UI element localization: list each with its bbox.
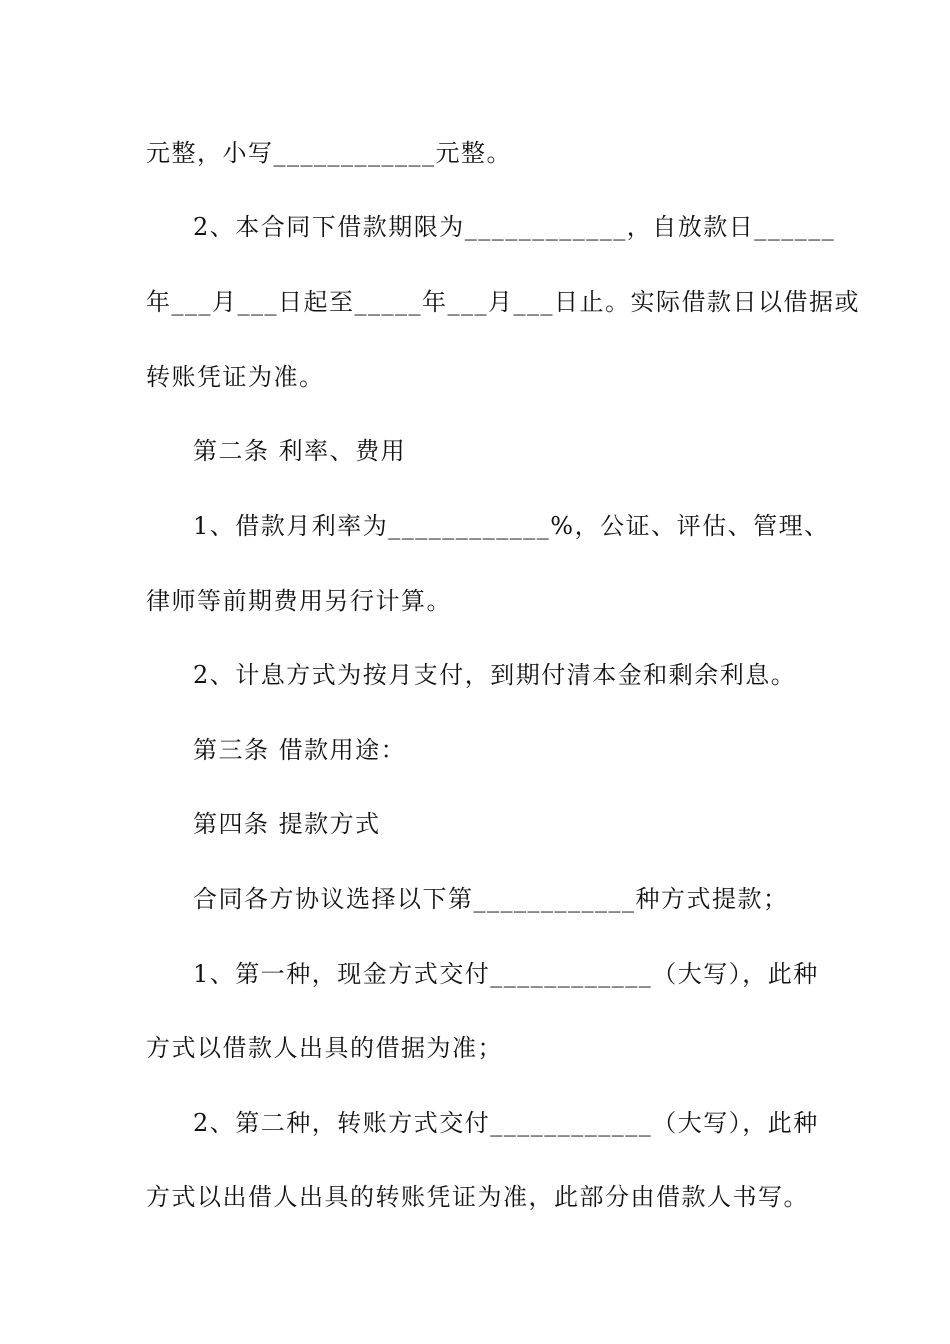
text-line-2: 2、本合同下借款期限为____________，自放款日______ (193, 213, 836, 241)
text-line-1: 元整，小写____________元整。 (146, 139, 512, 167)
text-line-8: 2、计息方式为按月支付，到期付清本金和剩余利息。 (193, 661, 797, 689)
text-line-12: 1、第一种，现金方式交付____________（大写），此种 (193, 960, 819, 988)
section-heading-3: 第三条 借款用途： (193, 736, 407, 764)
text-line-3: 年___月___日起至_____年___月___日止。实际借款日以借据或 (146, 288, 860, 316)
section-heading-2: 第二条 利率、费用 (193, 437, 407, 465)
text-line-7: 律师等前期费用另行计算。 (146, 587, 452, 615)
section-heading-4: 第四条 提款方式 (193, 810, 381, 838)
text-line-6: 1、借款月利率为____________%，公证、评估、管理、 (193, 512, 830, 540)
text-line-4: 转账凭证为准。 (146, 363, 325, 391)
text-line-14: 2、第二种，转账方式交付____________（大写），此种 (193, 1109, 819, 1137)
text-line-11: 合同各方协议选择以下第____________种方式提款； (193, 885, 789, 913)
text-line-15: 方式以出借人出具的转账凭证为准，此部分由借款人书写。 (146, 1183, 809, 1211)
text-line-13: 方式以借款人出具的借据为准； (146, 1034, 503, 1062)
